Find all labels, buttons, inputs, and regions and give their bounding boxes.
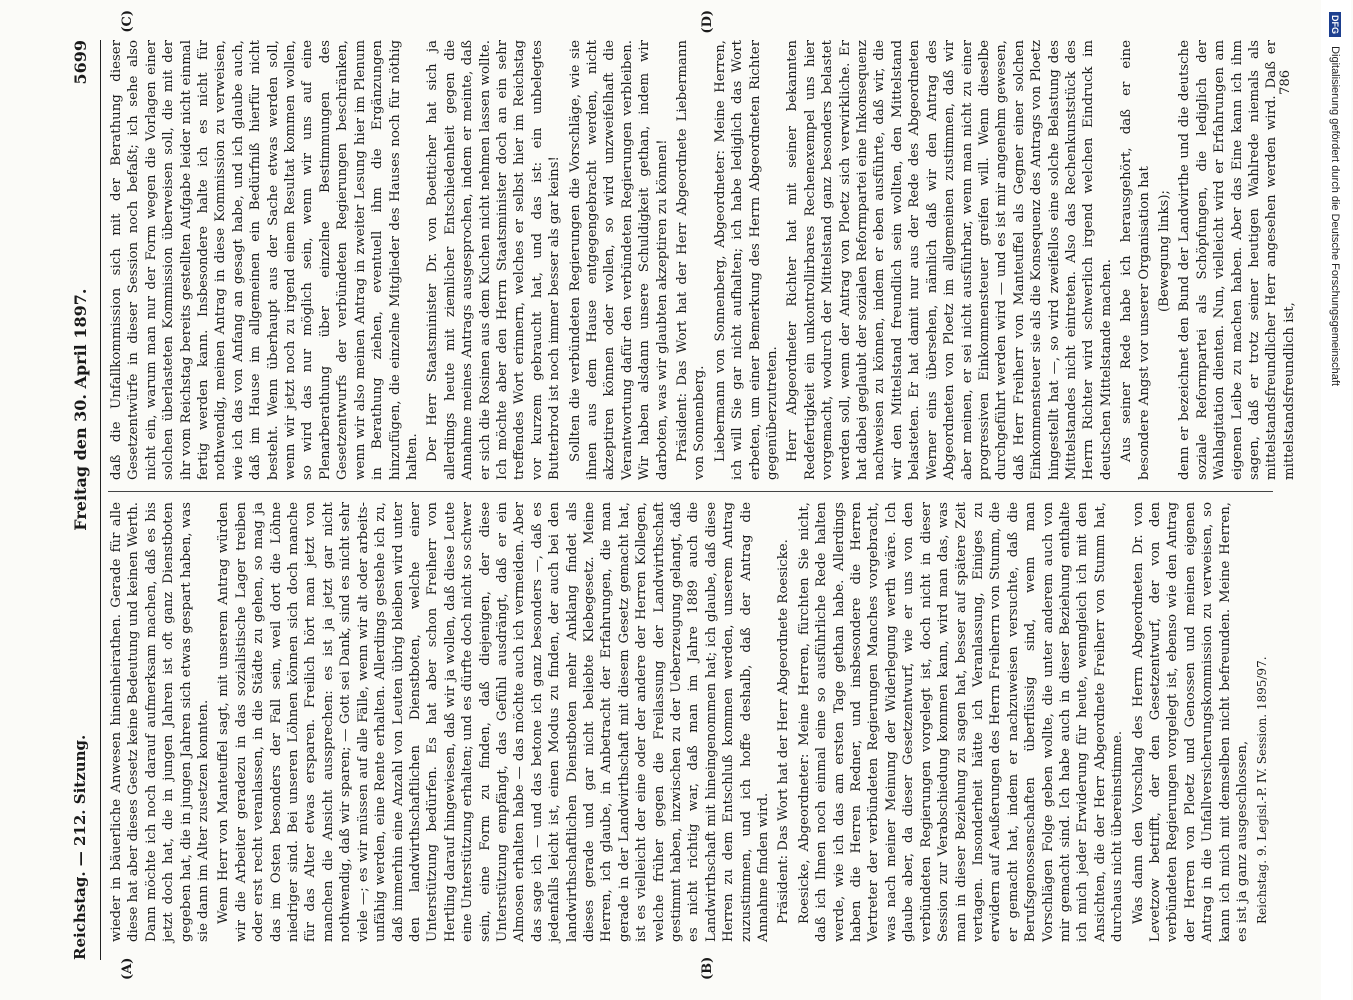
paragraph: daß die Unfallkommission sich mit der Berathung dieser Gesetzentwürfe in dieser Session noch befaßt; ich sehe also nicht ein, warum man nur der Form wegen die Vorlagen einer solchen überlasteten Kommission überweisen soll, die mit der ihr vom Reichstag bereits gestellten Aufgabe leider nicht einmal fertig werden kann. Insbesondere halte ich es nicht für nothwendig, meinen Antrag in diese Kommission zu verweisen, wie ich das von Anfang an gesagt habe, und ich glaube auch, daß im Hause im allgemeinen ein Bedürfniß hierfür nicht besteht. Wenn überhaupt aus der Sache etwas werden soll, wenn wir jetzt noch zu irgend einem Resultat kommen wollen, so wird das nur möglich sein, wenn wir uns auf eine Plenarberathung über einzelne Bestimmungen des Gesetzentwurfs der verbündeten Regierungen beschränken, wenn wir also meinen Antrag in zweiter Lesung hier im Plenum in Berathung ziehen, eventuell ihm die Ergänzungen hinzufügen, die einzelne Mitglieder des Hauses noch für nöthig halten. [109, 40, 420, 480]
page-number: 5699 [70, 40, 90, 85]
dfg-logo: DFG [1329, 12, 1341, 37]
marker-b: (B) [700, 956, 715, 980]
paragraph: Liebermann von Sonnenberg, Abgeordneter: Meine Herren, ich will Sie gar nicht aufhalten; ich habe lediglich das Wort erbeten, um einer Bemerkung des Herrn Abgeordneten Richter gegenüberzutreten. [712, 40, 781, 480]
paragraph: denn er bezeichnet den Bund der Landwirthe und die deutsche soziale Reformpartei als Schöpfungen, die lediglich der Wahlagitation dienten. Nun, vielleicht wird er Erfahrungen am eigenen Leibe zu machen haben. Aber das Eine kann ich ihm sagen, daß er trotz seiner heutigen Wahlrede niemals als mittelstandsfreundlicher Herr angesehen werden wird. Daß er mittelstandsfreundlich ist, [1177, 40, 1297, 480]
interjection: (Bewegung links); [1156, 189, 1172, 313]
marker-c: (C) [120, 10, 135, 33]
signature-mark: 786 [1278, 70, 1293, 95]
left-column [108, 502, 1273, 942]
marker-d: (D) [700, 10, 715, 34]
volume-footer: Reichstag. 9. Legisl.-P. IV. Session. 1895/97. [1255, 656, 1270, 924]
paragraph: wieder in bäuerliche Anwesen hineinheirathen. Gerade für alle diese hat aber dieses Gesetz keine Bedeutung und keinen Werth. Dann möchte ich noch darauf aufmerksam machen, daß es bis jetzt doch hat, die in jungen Jahren ist oft ganz Dienstboten gegeben hat, die in jungen Jahren sich etwas gespart haben, was sie dann im Alter zusetzen konnten. [109, 502, 212, 942]
column-divider [108, 491, 1273, 492]
header-left: Reichstag. — 212. Sitzung. [71, 734, 89, 960]
paragraph: Aus seiner Rede habe ich herausgehört, daß er eine besondere Angst vor unserer Organisation hat [1119, 40, 1152, 480]
header-rule [100, 40, 101, 960]
paragraph: Der Herr Staatsminister Dr. von Boetticher hat sich ja allerdings heute mit ziemlicher Entschiedenheit gegen die Annahme meines Antrags ausgesprochen, indem er meinte, daß er sich die Rosinen aus dem Kuchen nicht nehmen lassen wollte. Ich möchte aber den Herrn Staatsminister doch an ein sehr treffendes Wort erinnern, welches er selbst hier im Reichstag vor kurzem gebraucht hat, und das ist: ein unbelegtes Butterbrod ist noch immer besser als gar keins! [425, 40, 563, 480]
paragraph: Herr Abgeordneter Richter hat mit seiner bekannten Redefertigkeit ein unkontrollirbares Rechenexempel uns hier vorgemacht, wodurch der Mittelstand ganz besonders belastet werden soll, wenn der Antrag von Ploetz sich verwirkliche. Er hat dabei geglaubt der sozialen Reformpartei eine Inkonsequenz nachweisen zu können, indem er eben ausführte, daß wir, die wir den Mittelstand freundlich sein wollten, den Mittelstand belasteten. Er hat damit nur aus der Rede des Abgeordneten Werner eins übersehen, nämlich daß wir den Antrag des Abgeordneten von Ploetz im allgemeinen zustimmen, daß wir aber meinen, er sei nicht ausführbar, wenn man nicht zu einer progressiven Einkommensteuer greifen will. Wenn dieselbe durchgeführt werden wird — und es ist mir angenehm gewesen, daß Herr Freiherr von Manteuffel als Gegner einer solchen Einkommensteuer sie als die Konsequenz des Antrags von Ploetz hingestellt hat —, so wird zweifellos eine solche Belastung des Mittelstandes nicht eintreten. Also das Rechenkunststück des Herrn Richter wird schwerlich irgend welchen Eindruck im deutschen Mittelstande machen. [785, 40, 1114, 480]
marker-a: (A) [120, 957, 135, 980]
paragraph: Was dann den Vorschlag des Herrn Abgeordneten Dr. von Levetzow betrifft, der den Gesetzentwurf, der von den verbündeten Regierungen vorgelegt ist, ebenso wie den Antrag der Herren von Ploetz und Genossen und meinen eigenen Antrag in die Unfallversicherungskommission zu verweisen, so kann ich mich mit demselben nicht befreunden. Meine Herren, es ist ja ganz ausgeschlossen, [1130, 502, 1250, 942]
paragraph: Sollten die verbündeten Regierungen die Vorschläge, wie sie ihnen aus dem Hause entgegengebracht werden, nicht akzeptiren können oder wollen, so wird unzweifelhaft die Verantwortung dafür den verbündeten Regierungen verbleiben. Wir haben alsdann unsere Schuldigkeit gethan, indem wir darboten, was wir glaubten akzeptiren zu können! [567, 40, 670, 480]
credit-text: Digitalisierung gefördert durch die Deutsche Forschungsgemeinschaft [1329, 46, 1341, 387]
paragraph: Roesicke, Abgeordneter: Meine Herren, fürchten Sie nicht, daß ich Ihnen noch einmal eine so ausführliche Rede halten werde, wie ich das am ersten Tage gethan habe. Allerdings haben die Herren Redner, und insbesondere die Herren Vertreter der verbündeten Regierungen Manches vorgebracht, was nach meiner Meinung der Widerlegung werth wäre. Ich glaube aber, da dieser Gesetzentwurf, wie er uns von den verbündeten Regierungen vorgelegt ist, doch nicht in dieser Session zur Verabschiedung kommen kann, wird man das, was man in dieser Beziehung zu sagen hat, besser auf spätere Zeit vertagen. Insonderheit hätte ich Veranlassung, Einiges zu erwidern auf Aeußerungen des Herrn Freiherrn von Stumm, die er gemacht hat, indem er nachzuweisen versuchte, daß die Berufsgenossenschaften überflüssig sind, wenn man Vorschlägen Folge geben wollte, die unter anderem auch von mir gemacht sind. Ich habe auch in dieser Beziehung enthalte ich mich jeder Erwiderung für heute, wenngleich ich mit den Ansichten, die der Herr Abgeordnete Freiherr von Stumm hat, durchaus nicht übereinstimme. [796, 502, 1126, 942]
digitization-credit [1321, 0, 1351, 1000]
paragraph: Präsident: Das Wort hat der Herr Abgeordnete Liebermann von Sonnenberg. [675, 40, 708, 480]
paragraph: Wenn Herr von Manteuffel sagt, mit unserem Antrag würden wir die Arbeiter geradezu in das sozialistische Lager treiben oder erst recht veranlassen, in die Städte zu gehen, so mag ja das im Osten besonders der Fall sein, weil dort die Löhne niedriger sind. Bei unseren Löhnen können sich doch manche für das Alter etwas ersparen. Freilich hört man jetzt von manchen die Ansicht aussprechen: es ist ja jetzt gar nicht nothwendig, daß wir sparen; — Gott sei Dank, sind es nicht sehr viele —; es wir müssen auf alle Fälle, wenn wir alt oder arbeitsunfähig werden, eine Rente erhalten. Allerdings gestehe ich zu, daß immerhin eine Anzahl von Leuten übrig bleiben wird unter den landwirthschaftlichen Dienstboten, welche einer Unterstützung bedürfen. Es hat aber schon Freiherr von Hertling darauf hingewiesen, daß wir ja wollen, daß diese Leute eine Unterstützung erhalten; und es dürfte doch nicht so schwer sein, eine Form zu finden, daß diejenigen, der diese Unterstützung empfängt, das Gefühl ausdrängt, daß er ein Almosen erhalten habe — das möchte auch ich vermeiden. Aber das sage ich — und das betone ich ganz besonders —, daß es jedenfalls leicht ist, einen Modus zu finden, der auch bei den landwirthschaftlichen Dienstboten mehr Anklang findet als dieses gerade und gar nicht beliebte Klebegesetz. Meine Herren, ich glaube, in Anbetracht der Erfahrungen, die man gerade in der Landwirthschaft mit diesem Gesetz gemacht hat, ist es vielleicht der eine oder der andere der Herren Kollegen, welche früher gegen die Freilassung der Landwirthschaft gestimmt haben, inzwischen zu der Ueberzeugung gelangt, daß es nicht richtig war, daß man im Jahre 1889 auch die Landwirthschaft mit hineingenommen hat; ich glaube, daß diese Herren zu dem Entschluß kommen werden, unserem Antrag zuzustimmen, und ich hoffe deshalb, daß der Antrag die Annahme finden wird. [216, 502, 772, 942]
header-date: Freitag den 30. April 1897. [70, 288, 90, 531]
paragraph: Präsident: Das Wort hat der Herr Abgeordnete Roesicke. [776, 539, 792, 924]
page-header [60, 40, 100, 960]
